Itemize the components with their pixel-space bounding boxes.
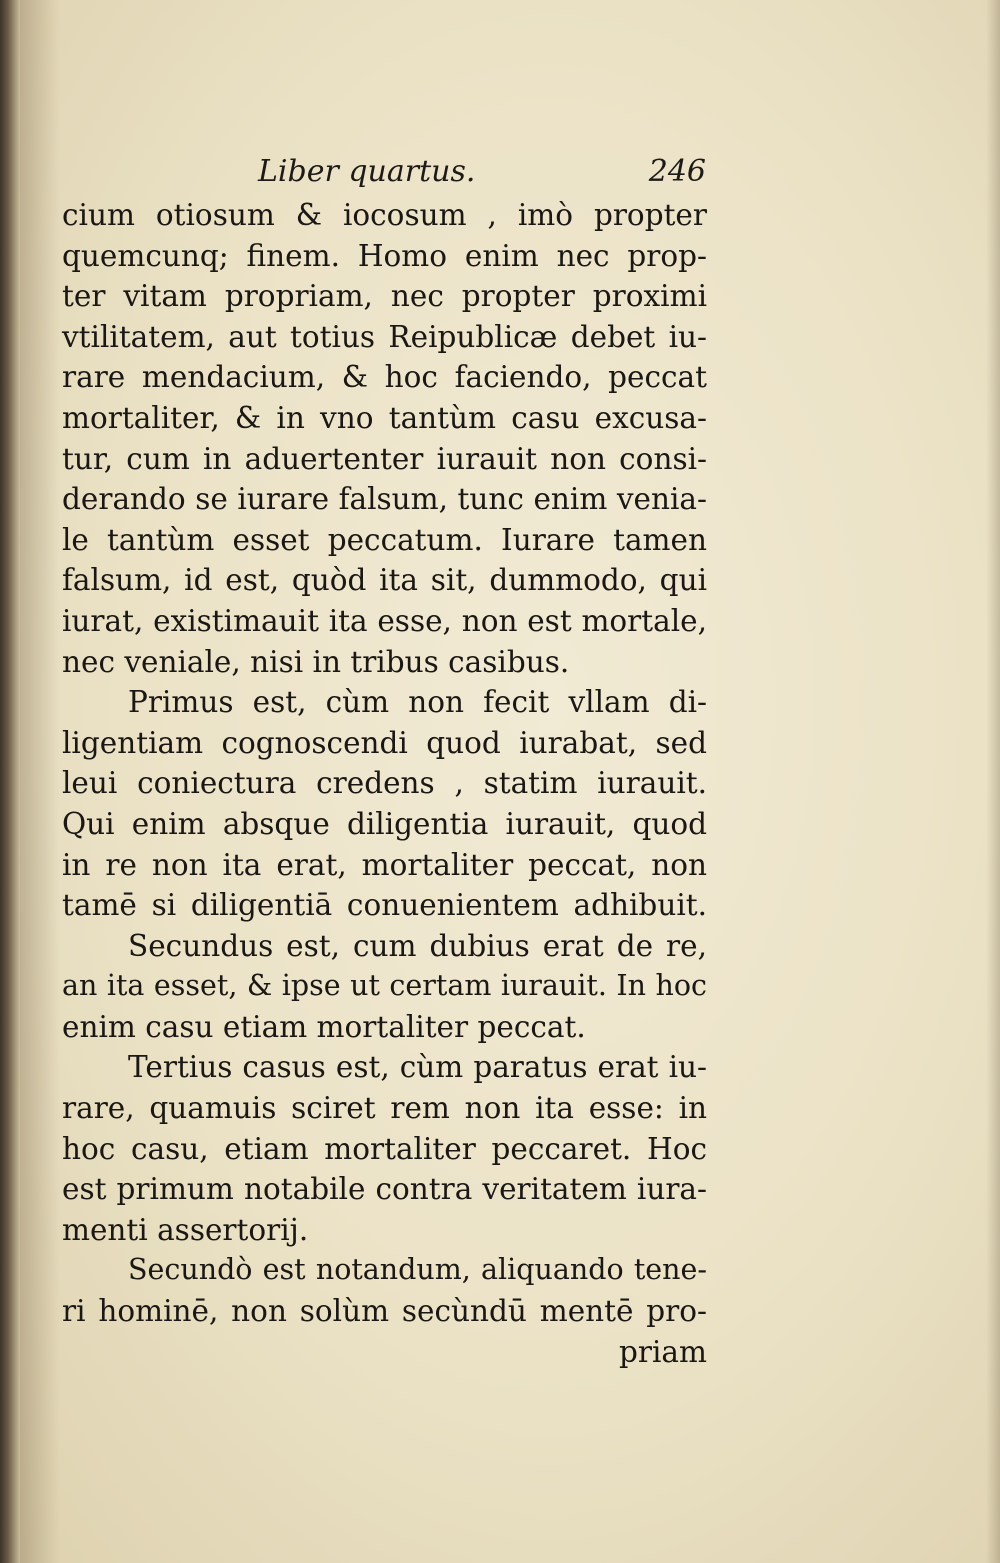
text-line: vtilitatem, aut totius Reipublicæ debet iu- [62,319,707,354]
text-line: leui coniectura credens , statim iurauit. [62,766,707,801]
text-line: iurat, existimauit ita esse, non est mortale, [62,603,707,638]
text-line: cium otiosum & iocosum , imò propter [62,198,707,232]
body-text [62,195,707,1372]
text-line: hoc casu, etiam mortaliter peccaret. Hoc [62,1131,707,1166]
text-line: rare, quamuis sciret rem non ita esse: in [62,1091,707,1126]
text-line: quemcunq; finem. Homo enim nec prop- [62,238,707,273]
gutter-shadow [20,0,60,1563]
running-head: Liber quartus. [258,154,476,189]
text-line: falsum, id est, quòd ita sit, dummodo, qui [62,563,707,598]
text-line: Tertius casus est, cùm paratus erat iu- [128,1050,707,1085]
catchword: priam [619,1334,707,1369]
text-line: rare mendacium, & hoc faciendo, peccat [62,360,707,395]
page-edge [986,0,1000,1563]
book-binding [0,0,20,1563]
text-line: menti assertorij. [62,1212,309,1247]
text-line: ri hominē, non solùm secùndū mentē pro- [62,1294,707,1329]
text-line: in re non ita erat, mortaliter peccat, non [62,847,707,882]
text-line: tamē si diligentiā conuenientem adhibuit. [62,888,707,923]
text-line: mortaliter, & in vno tantùm casu excusa- [62,400,707,435]
text-line: enim casu etiam mortaliter peccat. [62,1009,586,1044]
page-header [258,150,706,194]
text-line: Qui enim absque diligentia iurauit, quod [62,806,707,841]
text-line: an ita esset, & ipse ut certam iurauit. In hoc [62,969,707,1003]
text-line: Primus est, cùm non fecit vllam di- [128,685,707,720]
page-number: 246 [648,154,706,189]
text-line: ligentiam cognoscendi quod iurabat, sed [62,725,707,760]
text-line: Secundus est, cum dubius erat de re, [128,928,707,963]
text-line: tur, cum in aduertenter iurauit non consi- [62,441,707,476]
text-line: ter vitam propriam, nec propter proximi [62,279,707,314]
text-line: est primum notabile contra veritatem iura- [62,1172,707,1207]
text-line: Secundò est notandum, aliquando tene- [128,1253,707,1287]
text-line: nec veniale, nisi in tribus casibus. [62,644,570,679]
text-line: le tantùm esset peccatum. Iurare tamen [62,522,707,557]
text-line: derando se iurare falsum, tunc enim venia- [62,482,707,517]
